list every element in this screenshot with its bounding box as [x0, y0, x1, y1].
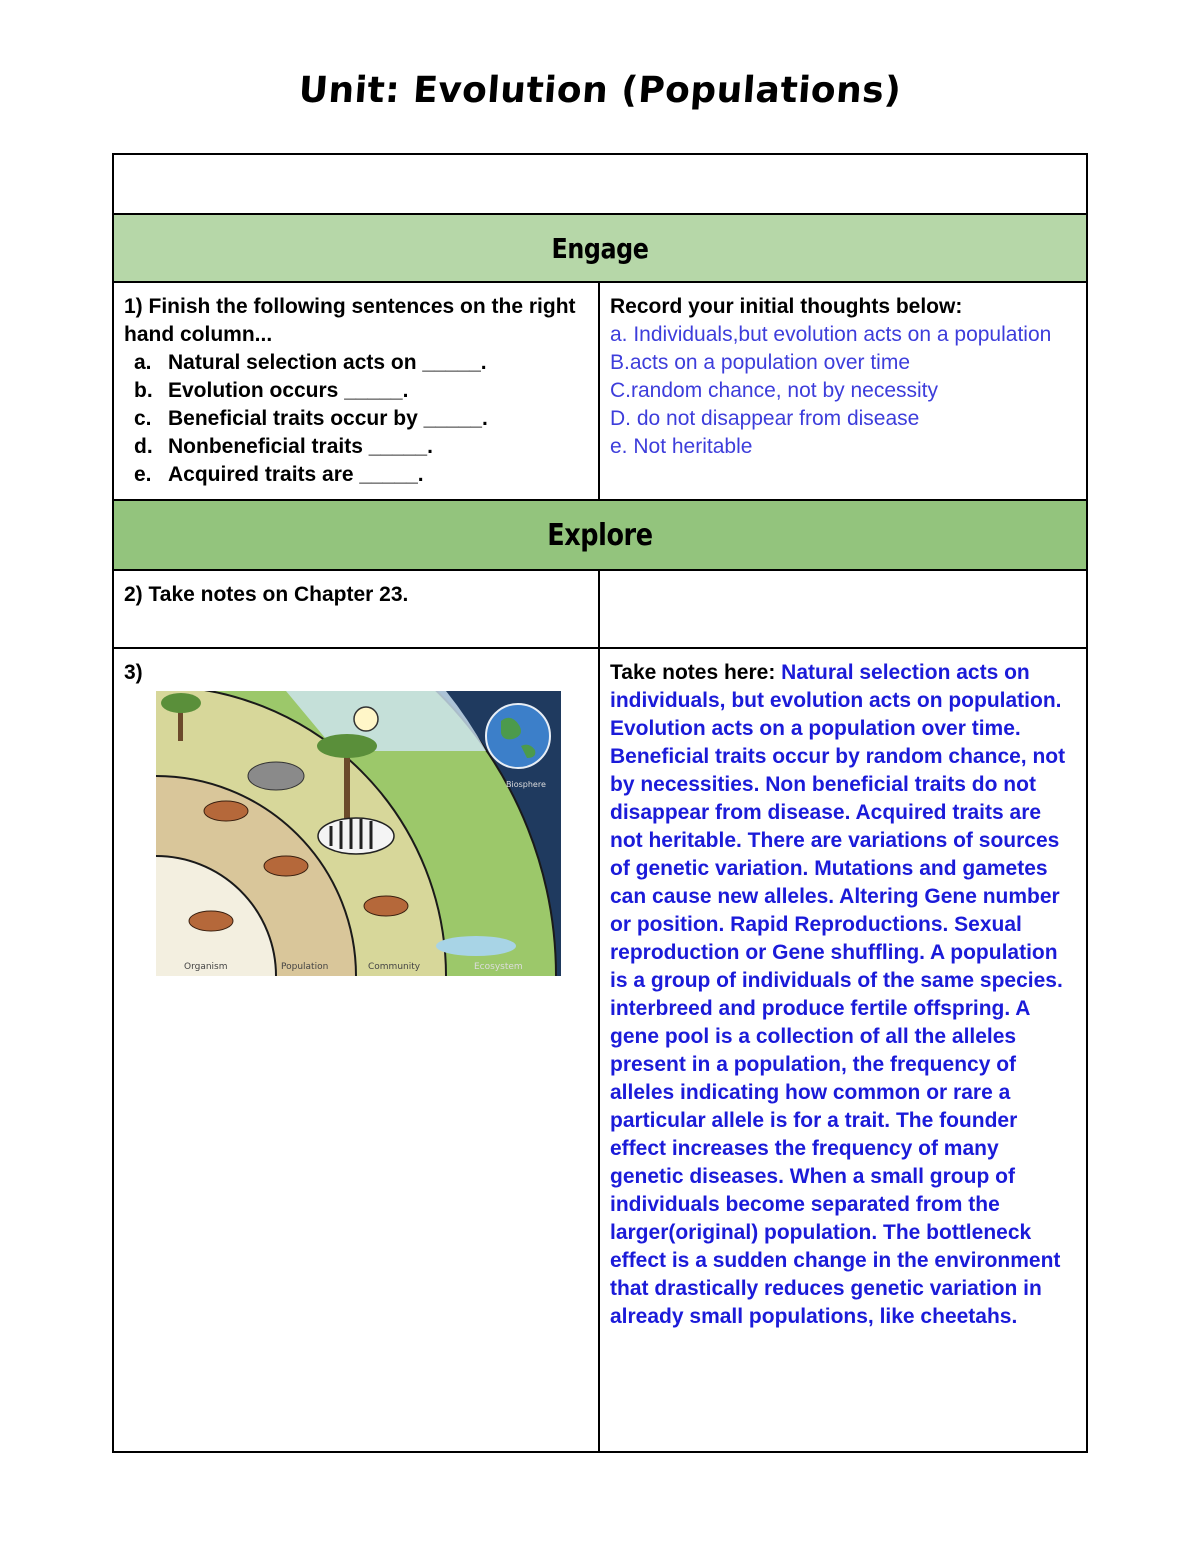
answer-c: C.random chance, not by necessity [610, 379, 939, 402]
list-item: a. Natural selection acts on _____. [134, 351, 487, 374]
explore-band [114, 501, 1086, 571]
answer-d: D. do not disappear from disease [610, 407, 920, 430]
notes-text [610, 659, 1076, 1331]
list-item: e. Acquired traits are _____. [134, 463, 424, 486]
engage-answer-cell[interactable] [600, 283, 1086, 499]
q2-answer-cell[interactable] [600, 571, 1086, 647]
label-biosphere: Biosphere [506, 780, 546, 789]
zebra-icon [318, 818, 394, 854]
answer-e: e. Not heritable [610, 435, 753, 458]
notes-cell[interactable] [600, 649, 1086, 1451]
list-item: d. Nonbeneficial traits _____. [134, 435, 433, 458]
q3-cell [114, 649, 600, 1451]
elephant-icon [248, 762, 304, 790]
ecology-levels-svg [156, 691, 561, 976]
worksheet-table [112, 153, 1088, 1453]
q2-prompt: 2) Take notes on Chapter 23. [124, 583, 409, 606]
blank-cell[interactable] [114, 155, 1086, 213]
sun-icon [354, 707, 378, 731]
engage-question-intro: 1) Finish the following sentences on the right hand column... [124, 295, 576, 346]
chapter-notes-row [114, 571, 1086, 649]
record-label: Record your initial thoughts below: [610, 295, 963, 318]
label-organism: Organism [184, 962, 228, 972]
label-community: Community [368, 962, 421, 972]
engage-band [114, 215, 1086, 283]
notes-body: Natural selection acts on individuals, but evolution acts on population. Evolution acts on a population over time. Beneficial traits occur by random chance, not by necessities. Non beneficial traits do not disappear from disease. Acquired traits are not heritable. There are variations of sources of genetic variation. Mutations and gametes can cause new alleles. Altering Gene number or position. Rapid Reproductions. Sexual reproduction or Gene shuffling. A population is a group of individuals of the same species. interbreed and produce fertile offspring. A gene pool is a collection of all the alleles present in a population, the frequency of alleles indicating how common or rare a particular allele is for a trait. The founder effect increases the frequency of many genetic diseases. When a small group of individuals become separated from the larger(original) population. The bottleneck effect is a sudden change in the environment that drastically reduces genetic variation in already small populations, like cheetahs. [610, 661, 1066, 1328]
notes-label: Take notes here: [610, 661, 782, 684]
ecology-levels-illustration [156, 691, 561, 976]
list-item: b. Evolution occurs _____. [134, 379, 409, 402]
q2-cell [114, 571, 600, 647]
engage-row [114, 283, 1086, 501]
answer-a: a. Individuals,but evolution acts on a population [610, 323, 1052, 346]
page-title: Unit: Evolution (Populations) [297, 70, 903, 111]
explore-heading: Explore [547, 517, 653, 553]
impala-icon [189, 911, 233, 931]
blank-row [114, 155, 1086, 215]
engage-sentence-list [124, 349, 588, 489]
label-ecosystem: Ecosystem [474, 962, 523, 972]
q3-prompt: 3) [124, 661, 143, 684]
engage-heading: Engage [551, 231, 649, 265]
figure-notes-row [114, 649, 1086, 1451]
engage-question-cell [114, 283, 600, 499]
list-item: c. Beneficial traits occur by _____. [134, 407, 488, 430]
answer-b: B.acts on a population over time [610, 351, 911, 374]
label-population: Population [281, 962, 329, 972]
